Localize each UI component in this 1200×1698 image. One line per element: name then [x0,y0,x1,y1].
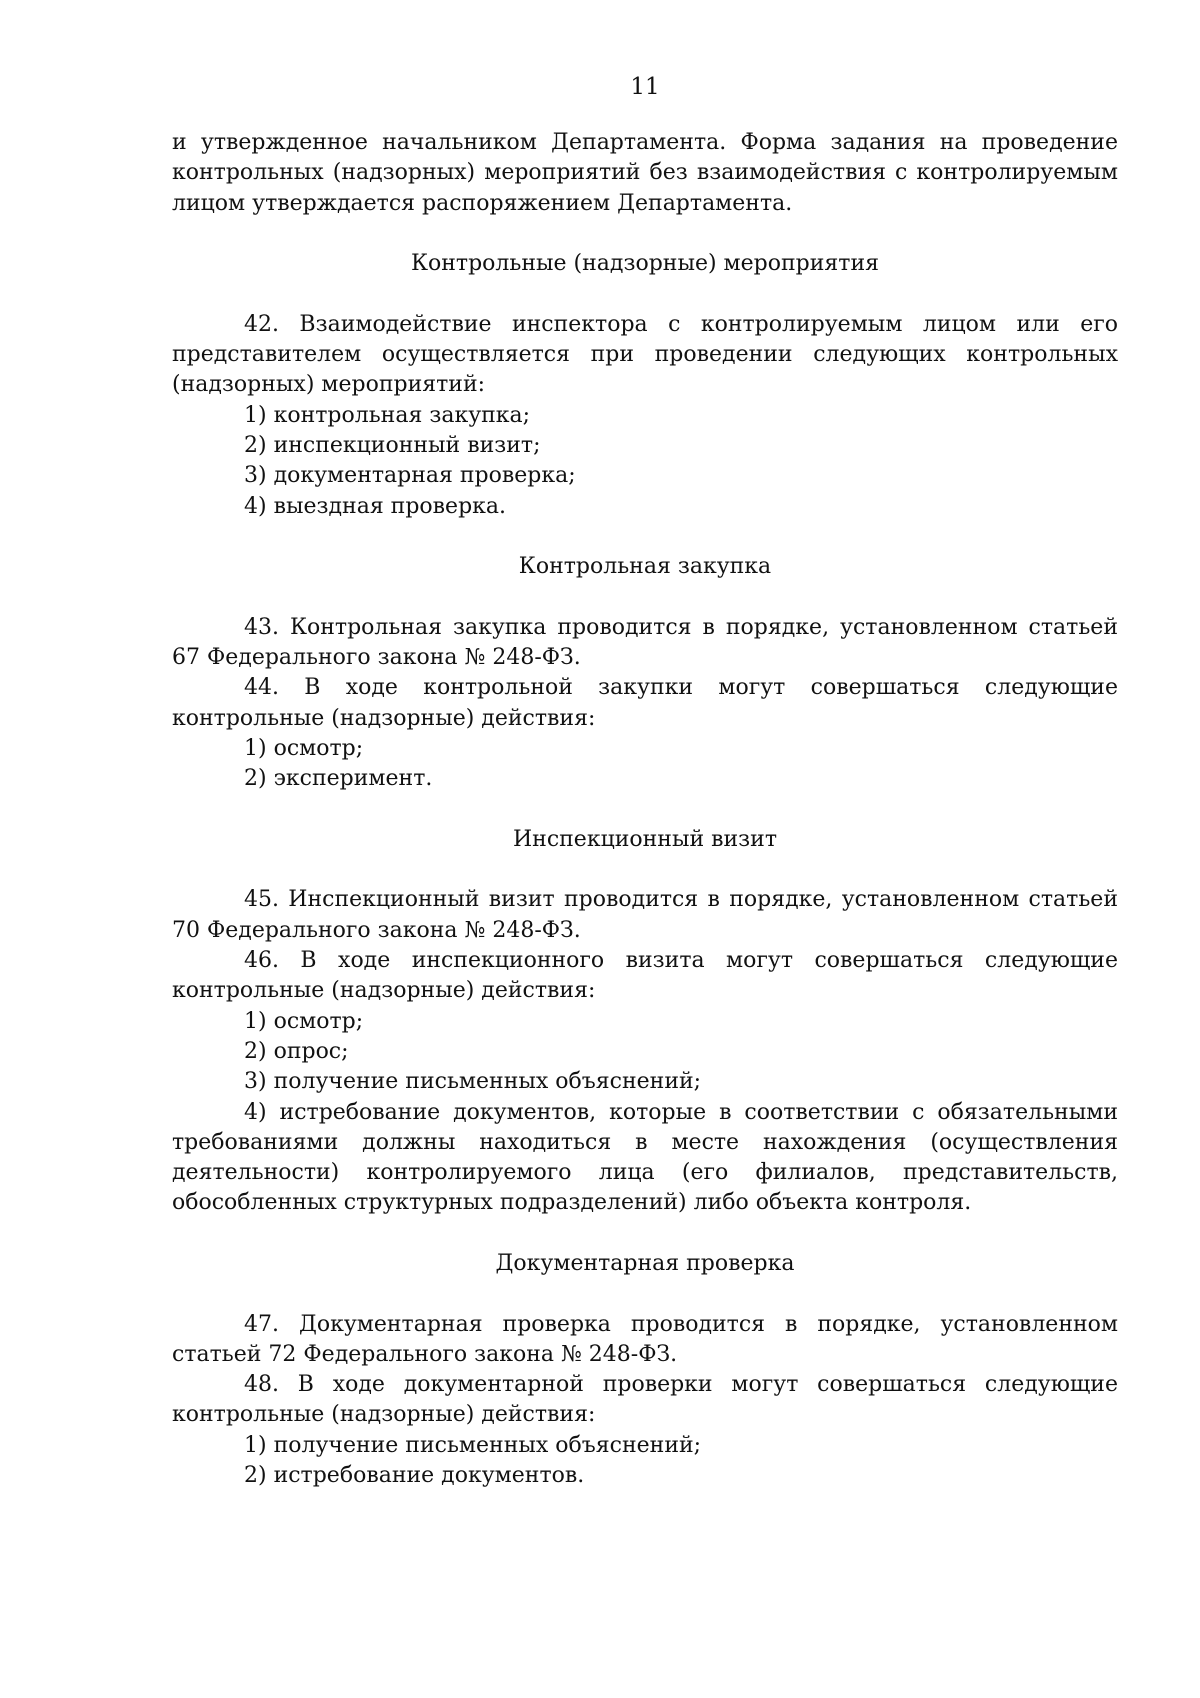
page-number: 11 [630,74,660,100]
paragraph-46: 46. В ходе инспекционного визита могут совершаться следующие контрольные (надзорные) действия: [172,948,1118,1004]
paragraph-48: 48. В ходе документарной проверки могут совершаться следующие контрольные (надзорные) действия: [172,1372,1118,1428]
document-body [172,128,1118,1491]
list-item: 1) контрольная закупка; [244,402,531,428]
heading-documentary-check: Документарная проверка [495,1250,795,1276]
list-item: 4) истребование документов, которые в соответствии с обязательными требованиями должны находиться в месте нахождения (осуществления деятельности) контролируемого лица (его филиалов, представительств, обособленных структурных подразделений) либо объекта контроля. [172,1099,1118,1216]
heading-control-purchase: Контрольная закупка [518,554,772,580]
list-item: 2) опрос; [244,1038,349,1064]
paragraph-44: 44. В ходе контрольной закупки могут совершаться следующие контрольные (надзорные) действия: [172,675,1118,731]
list-item: 3) получение письменных объяснений; [244,1069,702,1095]
list-item: 2) истребование документов. [244,1463,585,1489]
list-item: 1) получение письменных объяснений; [244,1432,702,1458]
paragraph-45: 45. Инспекционный визит проводится в порядке, установленном статьей 70 Федерального закона № 248-ФЗ. [172,887,1118,943]
paragraph-47: 47. Документарная проверка проводится в порядке, установленном статьей 72 Федерального закона № 248-ФЗ. [172,1311,1118,1367]
paragraph-42: 42. Взаимодействие инспектора с контролируемым лицом или его представителем осуществляется при проведении следующих контрольных (надзорных) мероприятий: [172,311,1118,398]
list-item: 2) эксперимент. [244,766,433,792]
heading-control-measures: Контрольные (надзорные) мероприятия [410,251,880,277]
list-item: 3) документарная проверка; [244,463,576,489]
list-item: 2) инспекционный визит; [244,432,541,458]
list-item: 4) выездная проверка. [244,493,507,519]
list-item: 1) осмотр; [244,735,364,761]
paragraph-43: 43. Контрольная закупка проводится в порядке, установленном статьей 67 Федерального закона № 248-ФЗ. [172,614,1118,671]
intro-paragraph: и утвержденное начальником Департамента. Форма задания на проведение контрольных (надзорных) мероприятий без взаимодействия с контролируемым лицом утверждается распоряжением Департамента. [172,130,1118,216]
heading-inspection-visit: Инспекционный визит [512,826,778,852]
list-item: 1) осмотр; [244,1008,364,1034]
